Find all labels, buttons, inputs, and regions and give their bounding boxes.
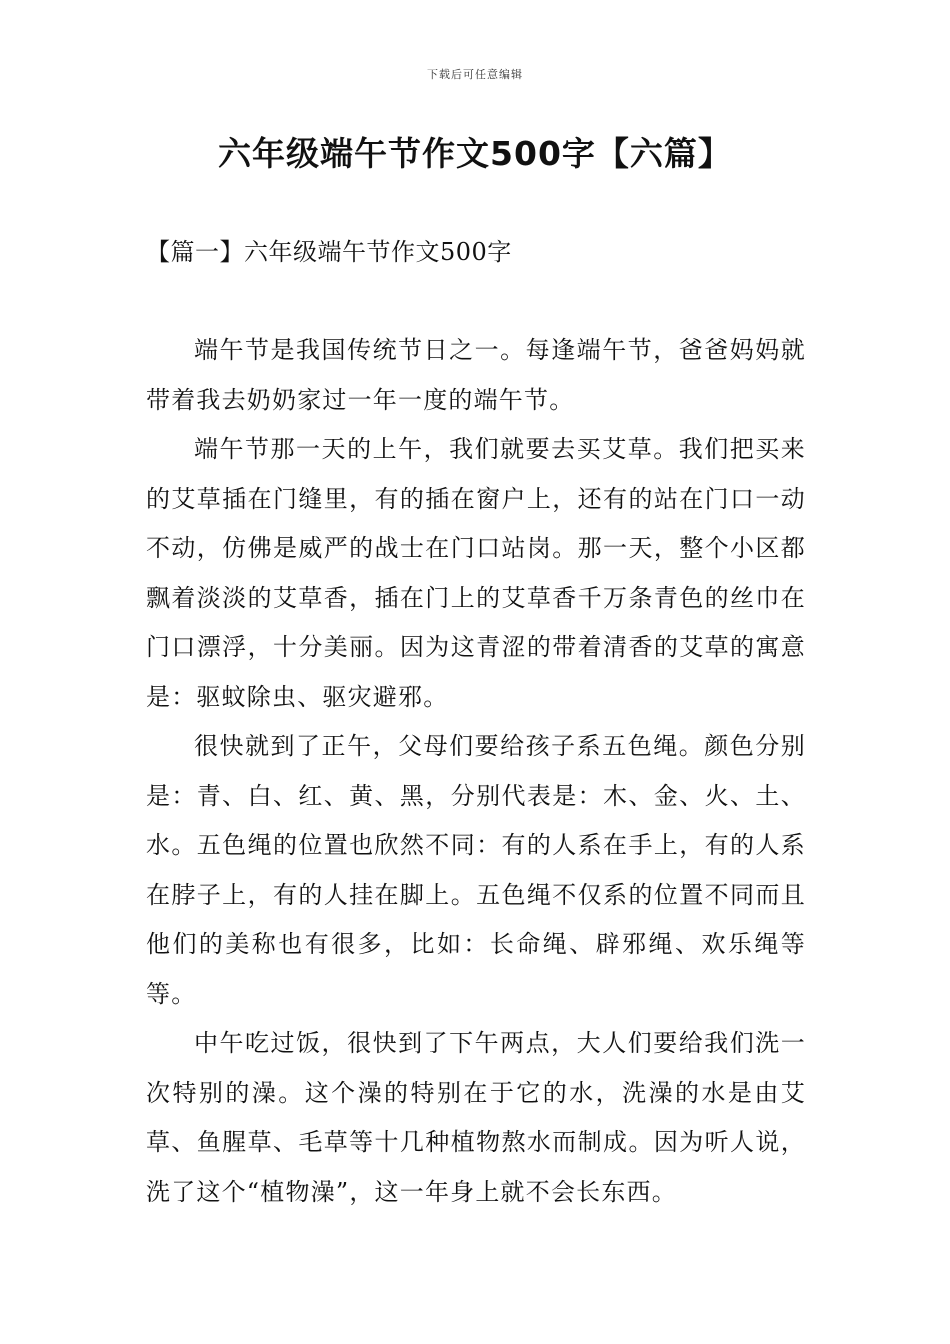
- paragraph: 端午节是我国传统节日之一。每逢端午节，爸爸妈妈就带着我去奶奶家过一年一度的端午节。: [146, 336, 806, 414]
- page-title: 六年级端午节作文500字【六篇】: [218, 134, 732, 173]
- paragraph: 端午节那一天的上午，我们就要去买艾草。我们把买来的艾草插在门缝里，有的插在窗户上，还有的站在门口一动不动，仿佛是威严的战士在门口站岗。那一天，整个小区都飘着淡淡的艾草香，插在门上的艾草香千万条青色的丝巾在门口漂浮，十分美丽。因为这青涩的带着清香的艾草的寓意是：驱蚊除虫、驱灾避邪。: [146, 435, 806, 711]
- header-note: 下载后可任意编辑: [427, 68, 523, 81]
- paragraph: 很快就到了正午，父母们要给孩子系五色绳。颜色分别是：青、白、红、黄、黑，分别代表是：木、金、火、土、水。五色绳的位置也欣然不同：有的人系在手上，有的人系在脖子上，有的人挂在脚上。五色绳不仅系的位置不同而且他们的美称也有很多，比如：长命绳、辟邪绳、欢乐绳等等。: [146, 732, 806, 1008]
- body-text: [146, 326, 806, 1217]
- paragraph: 中午吃过饭，很快到了下午两点，大人们要给我们洗一次特别的澡。这个澡的特别在于它的水，洗澡的水是由艾草、鱼腥草、毛草等十几种植物熬水而制成。因为听人说，洗了这个“植物澡”，这一年身上就不会长东西。: [146, 1029, 806, 1206]
- section-title: 【篇一】六年级端午节作文500字: [146, 238, 512, 266]
